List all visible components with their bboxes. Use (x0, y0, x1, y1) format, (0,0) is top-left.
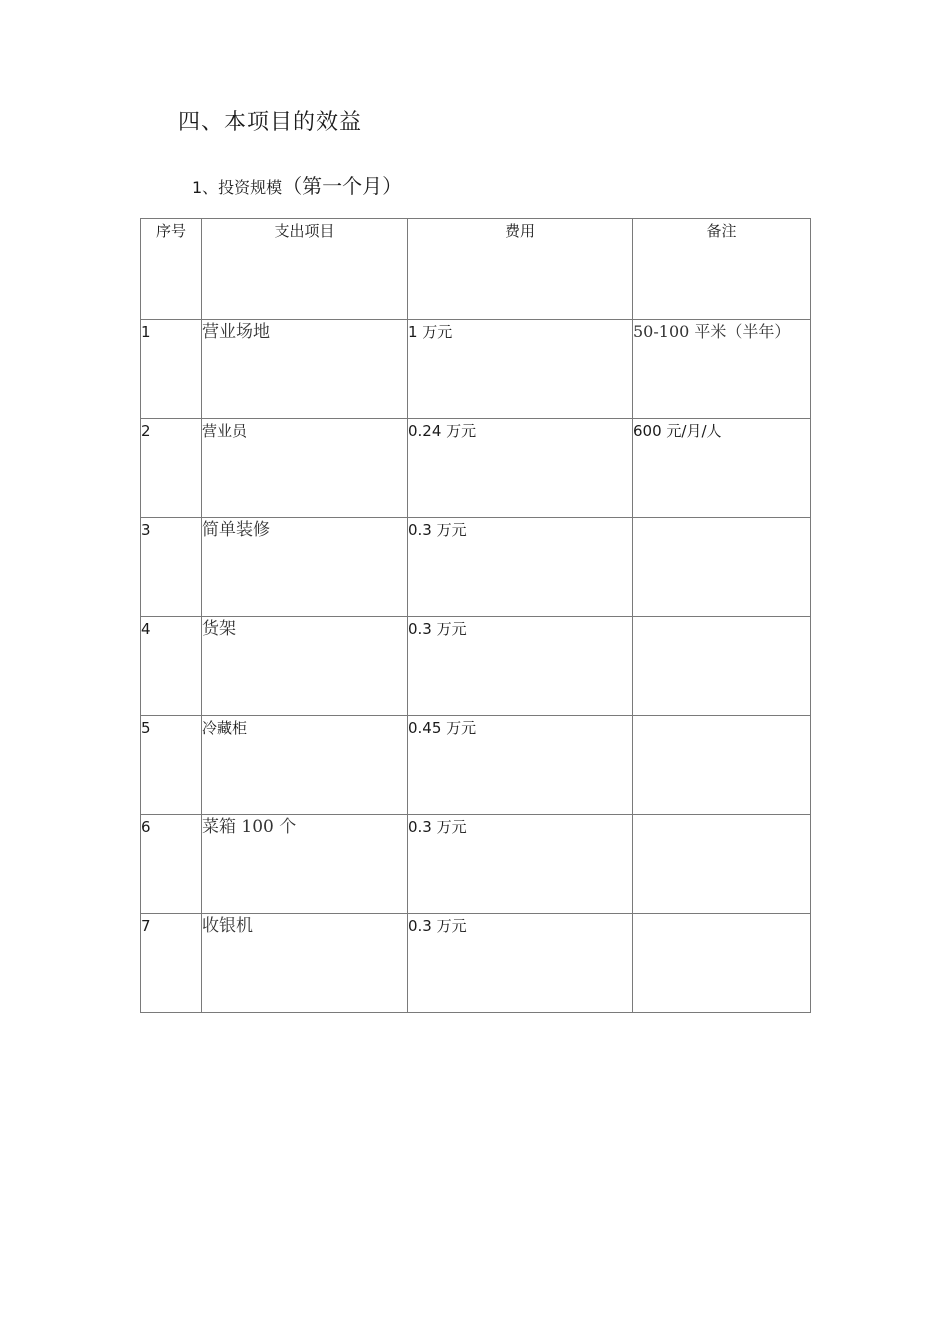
row-note (633, 518, 811, 617)
row-note (633, 815, 811, 914)
row-num: 4 (141, 617, 202, 716)
row-num: 5 (141, 716, 202, 815)
row-cost: 1 万元 (408, 320, 633, 419)
row-note (633, 716, 811, 815)
subsection-heading (192, 172, 402, 202)
row-note (633, 914, 811, 1013)
header-seq: 序号 (141, 219, 202, 320)
table-row (141, 419, 811, 518)
row-item: 菜箱 100 个 (202, 815, 408, 914)
section-heading: 四、本项目的效益 (178, 110, 363, 135)
row-cost: 0.24 万元 (408, 419, 633, 518)
subsection-heading-paren: （第一个月） (282, 174, 403, 198)
table-row (141, 518, 811, 617)
header-item: 支出项目 (202, 219, 408, 320)
row-num: 7 (141, 914, 202, 1013)
row-num: 1 (141, 320, 202, 419)
row-item: 营业场地 (202, 320, 408, 419)
table-row (141, 716, 811, 815)
row-cost: 0.3 万元 (408, 617, 633, 716)
row-cost: 0.3 万元 (408, 914, 633, 1013)
table-row (141, 320, 811, 419)
row-num: 2 (141, 419, 202, 518)
row-cost: 0.3 万元 (408, 815, 633, 914)
row-item: 货架 (202, 617, 408, 716)
table-header-row (141, 219, 811, 320)
investment-table (140, 218, 811, 1013)
row-cost: 0.45 万元 (408, 716, 633, 815)
table-row (141, 815, 811, 914)
row-item: 简单装修 (202, 518, 408, 617)
row-note: 50-100 平米（半年） (633, 320, 811, 419)
header-note: 备注 (633, 219, 811, 320)
row-cost: 0.3 万元 (408, 518, 633, 617)
row-note (633, 617, 811, 716)
row-item: 冷藏柜 (202, 716, 408, 815)
subsection-heading-main: 1、投资规模 (192, 178, 283, 197)
row-note: 600 元/月/人 (633, 419, 811, 518)
row-item: 收银机 (202, 914, 408, 1013)
header-cost: 费用 (408, 219, 633, 320)
row-item: 营业员 (202, 419, 408, 518)
table-row (141, 617, 811, 716)
table-row (141, 914, 811, 1013)
row-num: 3 (141, 518, 202, 617)
row-num: 6 (141, 815, 202, 914)
